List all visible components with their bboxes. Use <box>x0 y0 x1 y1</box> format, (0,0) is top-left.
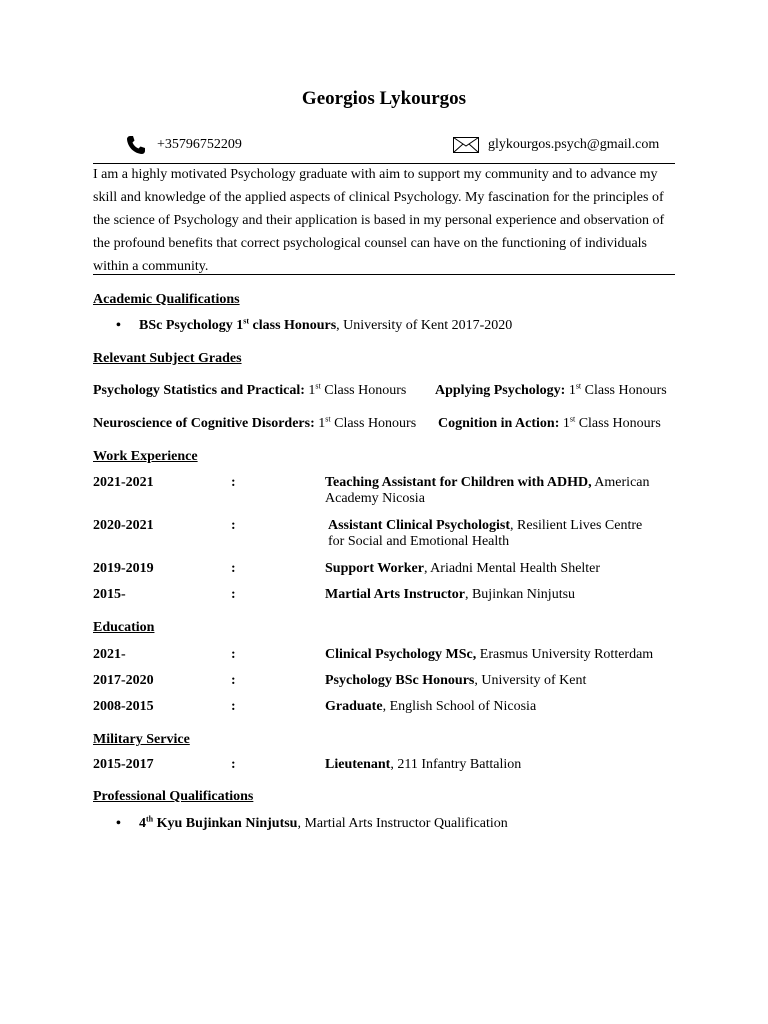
education-heading: Education <box>93 620 155 635</box>
work-date: 2019-2019 <box>93 561 154 576</box>
grades-heading: Relevant Subject Grades <box>93 351 242 366</box>
row-colon: : <box>231 561 236 576</box>
phone-number: +35796752209 <box>157 137 242 152</box>
mail-icon <box>453 137 479 153</box>
grade-item: Psychology Statistics and Practical: 1st Class Honours <box>93 381 407 398</box>
professional-item: 4th Kyu Bujinkan Ninjutsu, Martial Arts Instructor Qualification <box>139 814 508 831</box>
work-description: Teaching Assistant for Children with ADHD, American Academy Nicosia <box>325 475 650 506</box>
work-description: Martial Arts Instructor, Bujinkan Ninjutsu <box>325 587 576 602</box>
bullet: • <box>116 816 121 831</box>
row-colon: : <box>231 518 236 533</box>
professional-heading: Professional Qualifications <box>93 789 254 804</box>
education-description: Clinical Psychology MSc, Erasmus University Rotterdam <box>325 647 654 662</box>
work-description: Support Worker, Ariadni Mental Health Shelter <box>325 561 601 576</box>
education-date: 2017-2020 <box>93 673 154 688</box>
row-colon: : <box>231 475 236 490</box>
education-date: 2008-2015 <box>93 699 154 714</box>
work-date: 2020-2021 <box>93 518 154 533</box>
row-colon: : <box>231 699 236 714</box>
page-title: Georgios Lykourgos <box>301 88 467 109</box>
summary-paragraph: I am a highly motivated Psychology graduate with aim to support my community and to advance my skill and knowledge of the applied aspects of clinical Psychology. My fascination for the principles of the science of Psychology and their application is based in my personal experience and observation of the profound benefits that correct psychological counsel can have on the functioning of individuals within a community. <box>93 167 665 274</box>
academic-item: BSc Psychology 1st class Honours, University of Kent 2017-2020 <box>139 316 513 333</box>
row-colon: : <box>231 757 236 772</box>
education-date: 2021- <box>93 647 126 662</box>
academic-heading: Academic Qualifications <box>93 292 240 307</box>
bullet: • <box>116 318 121 333</box>
row-colon: : <box>231 673 236 688</box>
phone-icon <box>126 135 146 155</box>
work-date: 2015- <box>93 587 126 602</box>
military-heading: Military Service <box>93 732 190 747</box>
work-description: Assistant Clinical Psychologist, Resilient Lives Centre for Social and Emotional Health <box>328 518 643 549</box>
email-address: glykourgos.psych@gmail.com <box>488 137 660 152</box>
education-description: Psychology BSc Honours, University of Kent <box>325 673 587 688</box>
row-colon: : <box>231 647 236 662</box>
grade-item: Applying Psychology: 1st Class Honours <box>435 381 667 398</box>
grade-item: Neuroscience of Cognitive Disorders: 1st Class Honours <box>93 414 417 431</box>
work-heading: Work Experience <box>93 449 198 464</box>
divider-bottom <box>93 274 675 275</box>
grade-item: Cognition in Action: 1st Class Honours <box>438 414 661 431</box>
education-description: Graduate, English School of Nicosia <box>325 699 537 714</box>
military-description: Lieutenant, 211 Infantry Battalion <box>325 757 522 772</box>
work-date: 2021-2021 <box>93 475 154 490</box>
military-date: 2015-2017 <box>93 757 154 772</box>
row-colon: : <box>231 587 236 602</box>
